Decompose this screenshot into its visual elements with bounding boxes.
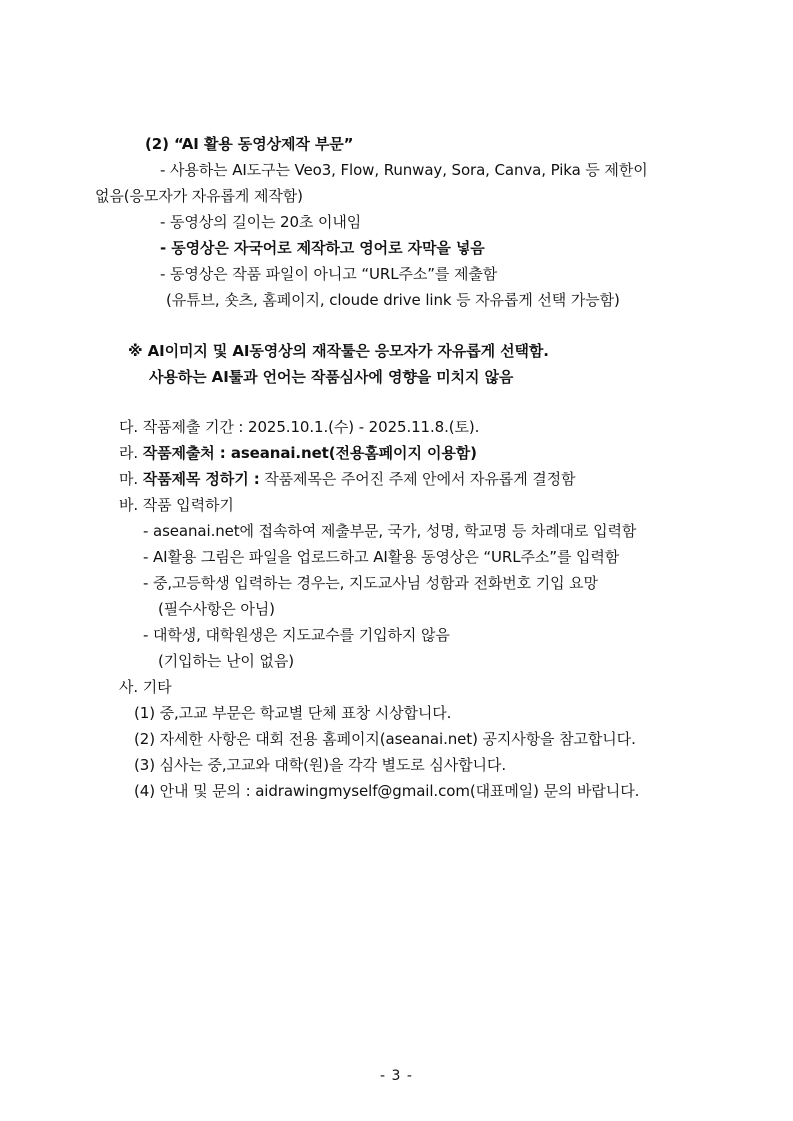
item-prefix: 마. [119,470,139,488]
entry-bullet-4: - 대학생, 대학원생은 지도교수를 기입하지 않음 [143,626,450,644]
notice-line-1: ※ AI이미지 및 AI동영상의 재작툴은 응모자가 자유롭게 선택함. [128,342,549,360]
entry-bullet-1: - aseanai.net에 접속하여 제출부문, 국가, 성명, 학교명 등 차례대로 입력함 [143,522,637,540]
entry-bullet-3-note: (필수사항은 아님) [158,600,275,618]
submission-period: 다. 작품제출 기간 : 2025.10.1.(수) - 2025.11.8.(토). [119,418,480,436]
entry-bullet-3: - 중,고등학생 입력하는 경우는, 지도교사님 성함과 전화번호 기입 요망 [143,574,598,592]
section-heading: (2) “AI 활용 동영상제작 부문” [145,135,354,153]
video-length-rule: - 동영상의 길이는 20초 이내임 [160,213,362,231]
video-language-rule: - 동영상은 자국어로 제작하고 영어로 자막을 넣음 [160,239,485,257]
title-rule-text: 작품제목은 주어진 주제 안에서 자유롭게 결정함 [264,470,576,488]
title-rule-label: 작품제목 정하기 : [142,470,260,488]
submission-destination-text: 작품제출처 : aseanai.net(전용홈페이지 이용함) [142,444,477,462]
video-submit-url-rule: - 동영상은 작품 파일이 아니고 “URL주소”를 제출함 [160,265,498,283]
misc-item-2: (2) 자세한 사항은 대회 전용 홈페이지(aseanai.net) 공지사항을 참고합니다. [134,730,636,748]
misc-item-1: (1) 중,고교 부문은 학교별 단체 표창 시상합니다. [134,704,452,722]
entry-bullet-4-note: (기입하는 난이 없음) [158,652,294,670]
misc-section-title: 사. 기타 [119,678,172,696]
misc-item-3: (3) 심사는 중,고교와 대학(원)을 각각 별도로 심사합니다. [134,756,506,774]
notice-line-2: 사용하는 AI툴과 언어는 작품심사에 영향을 미치지 않음 [149,368,514,386]
video-submit-url-note: (유튜브, 숏츠, 홈페이지, cloude drive link 등 자유롭게 선택 가능함) [166,291,620,309]
entry-section-title: 바. 작품 입력하기 [119,496,234,514]
tools-line-2: 없음(응모자가 자유롭게 제작함) [95,187,303,205]
misc-item-4: (4) 안내 및 문의 : aidrawingmyself@gmail.com(대표메일) 문의 바랍니다. [134,782,640,800]
submission-destination [119,443,477,463]
title-rule [119,469,575,489]
entry-bullet-2: - AI활용 그림은 파일을 업로드하고 AI활용 동영상은 “URL주소”를 입력함 [143,548,620,566]
tools-line-1: - 사용하는 AI도구는 Veo3, Flow, Runway, Sora, Canva, Pika 등 제한이 [160,161,648,179]
item-prefix: 라. [119,444,139,462]
page-number: - 3 - [380,1068,413,1084]
